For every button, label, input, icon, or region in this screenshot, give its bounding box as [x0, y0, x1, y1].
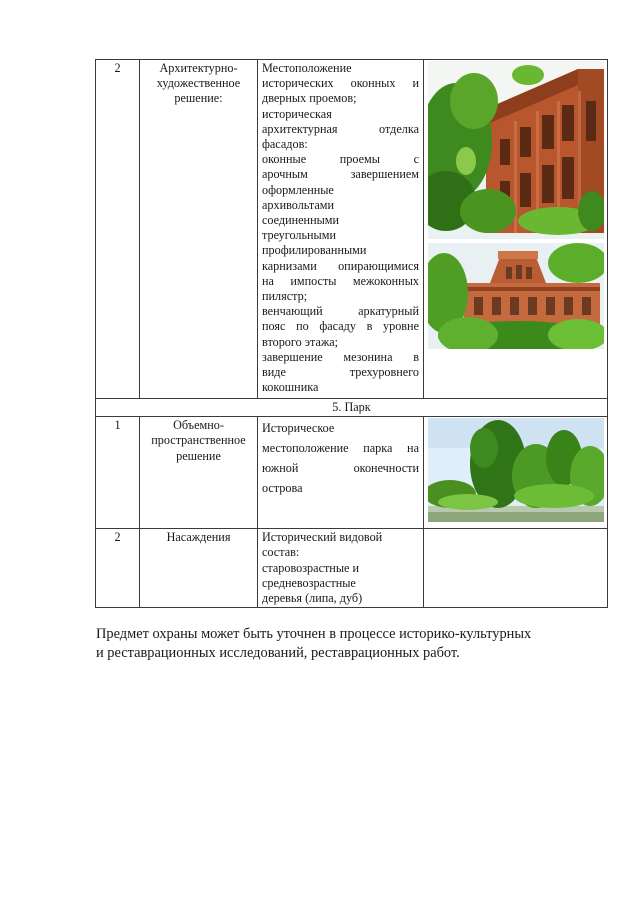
description-line: архитектурная отделка: [262, 121, 419, 136]
church-mezzanine-photo: [428, 243, 604, 349]
description-line: исторических оконных и: [262, 76, 419, 91]
protection-table: [95, 59, 608, 608]
footer-line-1: Предмет охраны может быть уточнен в процессе историко-культурных: [96, 626, 532, 642]
description-line: на импосты межоконных: [262, 273, 419, 288]
ruined-church-facade-photo: [428, 61, 604, 239]
description-line: состав:: [262, 545, 300, 560]
description-line: кокошника: [262, 380, 319, 395]
description-line: пилястр;: [262, 289, 308, 304]
table-row-planting: [96, 529, 608, 608]
row-description: [258, 60, 424, 399]
description-line: арочным завершением: [262, 167, 419, 182]
row-number: 2: [96, 60, 140, 399]
row-name-line: Объемно-: [173, 418, 224, 433]
row-number: 2: [96, 529, 140, 608]
row-name: [140, 417, 258, 529]
table-row-architecture: [96, 60, 608, 399]
description-line: средневозрастные: [262, 575, 356, 590]
empty-photo-cell: [424, 529, 608, 608]
description-line: виде трехуровнего: [262, 365, 419, 380]
row-name-line: художественное: [156, 76, 241, 91]
description-line: треугольными: [262, 228, 336, 243]
row-description: [258, 529, 424, 608]
description-line: Местоположение: [262, 61, 352, 75]
description-line: соединенными: [262, 213, 340, 228]
description-line: архивольтами: [262, 197, 335, 212]
section-heading: 5. Парк: [96, 399, 608, 417]
photo-cell: [424, 60, 608, 399]
description-line: Историческое: [262, 421, 335, 436]
description-line: профилированными: [262, 243, 367, 258]
row-name-line: решение:: [174, 91, 223, 106]
table-row-volume: [96, 417, 608, 529]
row-number: 1: [96, 417, 140, 529]
description-line: Исторический видовой: [262, 530, 383, 545]
row-name-line: Насаждения: [166, 530, 231, 545]
description-line: пояс по фасаду в уровне: [262, 319, 419, 334]
description-line: фасадов:: [262, 137, 308, 152]
photo-cell: [424, 417, 608, 529]
row-name-line: решение: [176, 448, 221, 463]
description-line: южной оконечности: [262, 461, 419, 476]
description-line: оконные проемы с: [262, 152, 419, 167]
footer-note: [96, 625, 616, 663]
description-line: старовозрастные и: [262, 560, 359, 575]
description-line: деревья (липа, дуб): [262, 591, 363, 606]
row-name: [140, 529, 258, 608]
description-line: местоположение парка на: [262, 441, 419, 456]
island-park-photo: [428, 418, 604, 522]
description-line: оформленные: [262, 182, 334, 197]
row-name-line: пространственное: [151, 433, 246, 448]
row-name-line: Архитектурно-: [159, 61, 238, 75]
description-line: острова: [262, 481, 303, 496]
row-description: [258, 417, 424, 529]
table-row-section: [96, 399, 608, 417]
description-line: историческая: [262, 106, 332, 121]
description-line: венчающий аркатурный: [262, 304, 419, 319]
description-line: карнизами опирающимися: [262, 258, 419, 273]
description-line: завершение мезонина в: [262, 349, 419, 364]
footer-line-2: и реставрационных исследований, реставрационных работ.: [96, 645, 460, 661]
description-line: второго этажа;: [262, 334, 339, 349]
description-line: дверных проемов;: [262, 91, 357, 106]
row-name: [140, 60, 258, 399]
